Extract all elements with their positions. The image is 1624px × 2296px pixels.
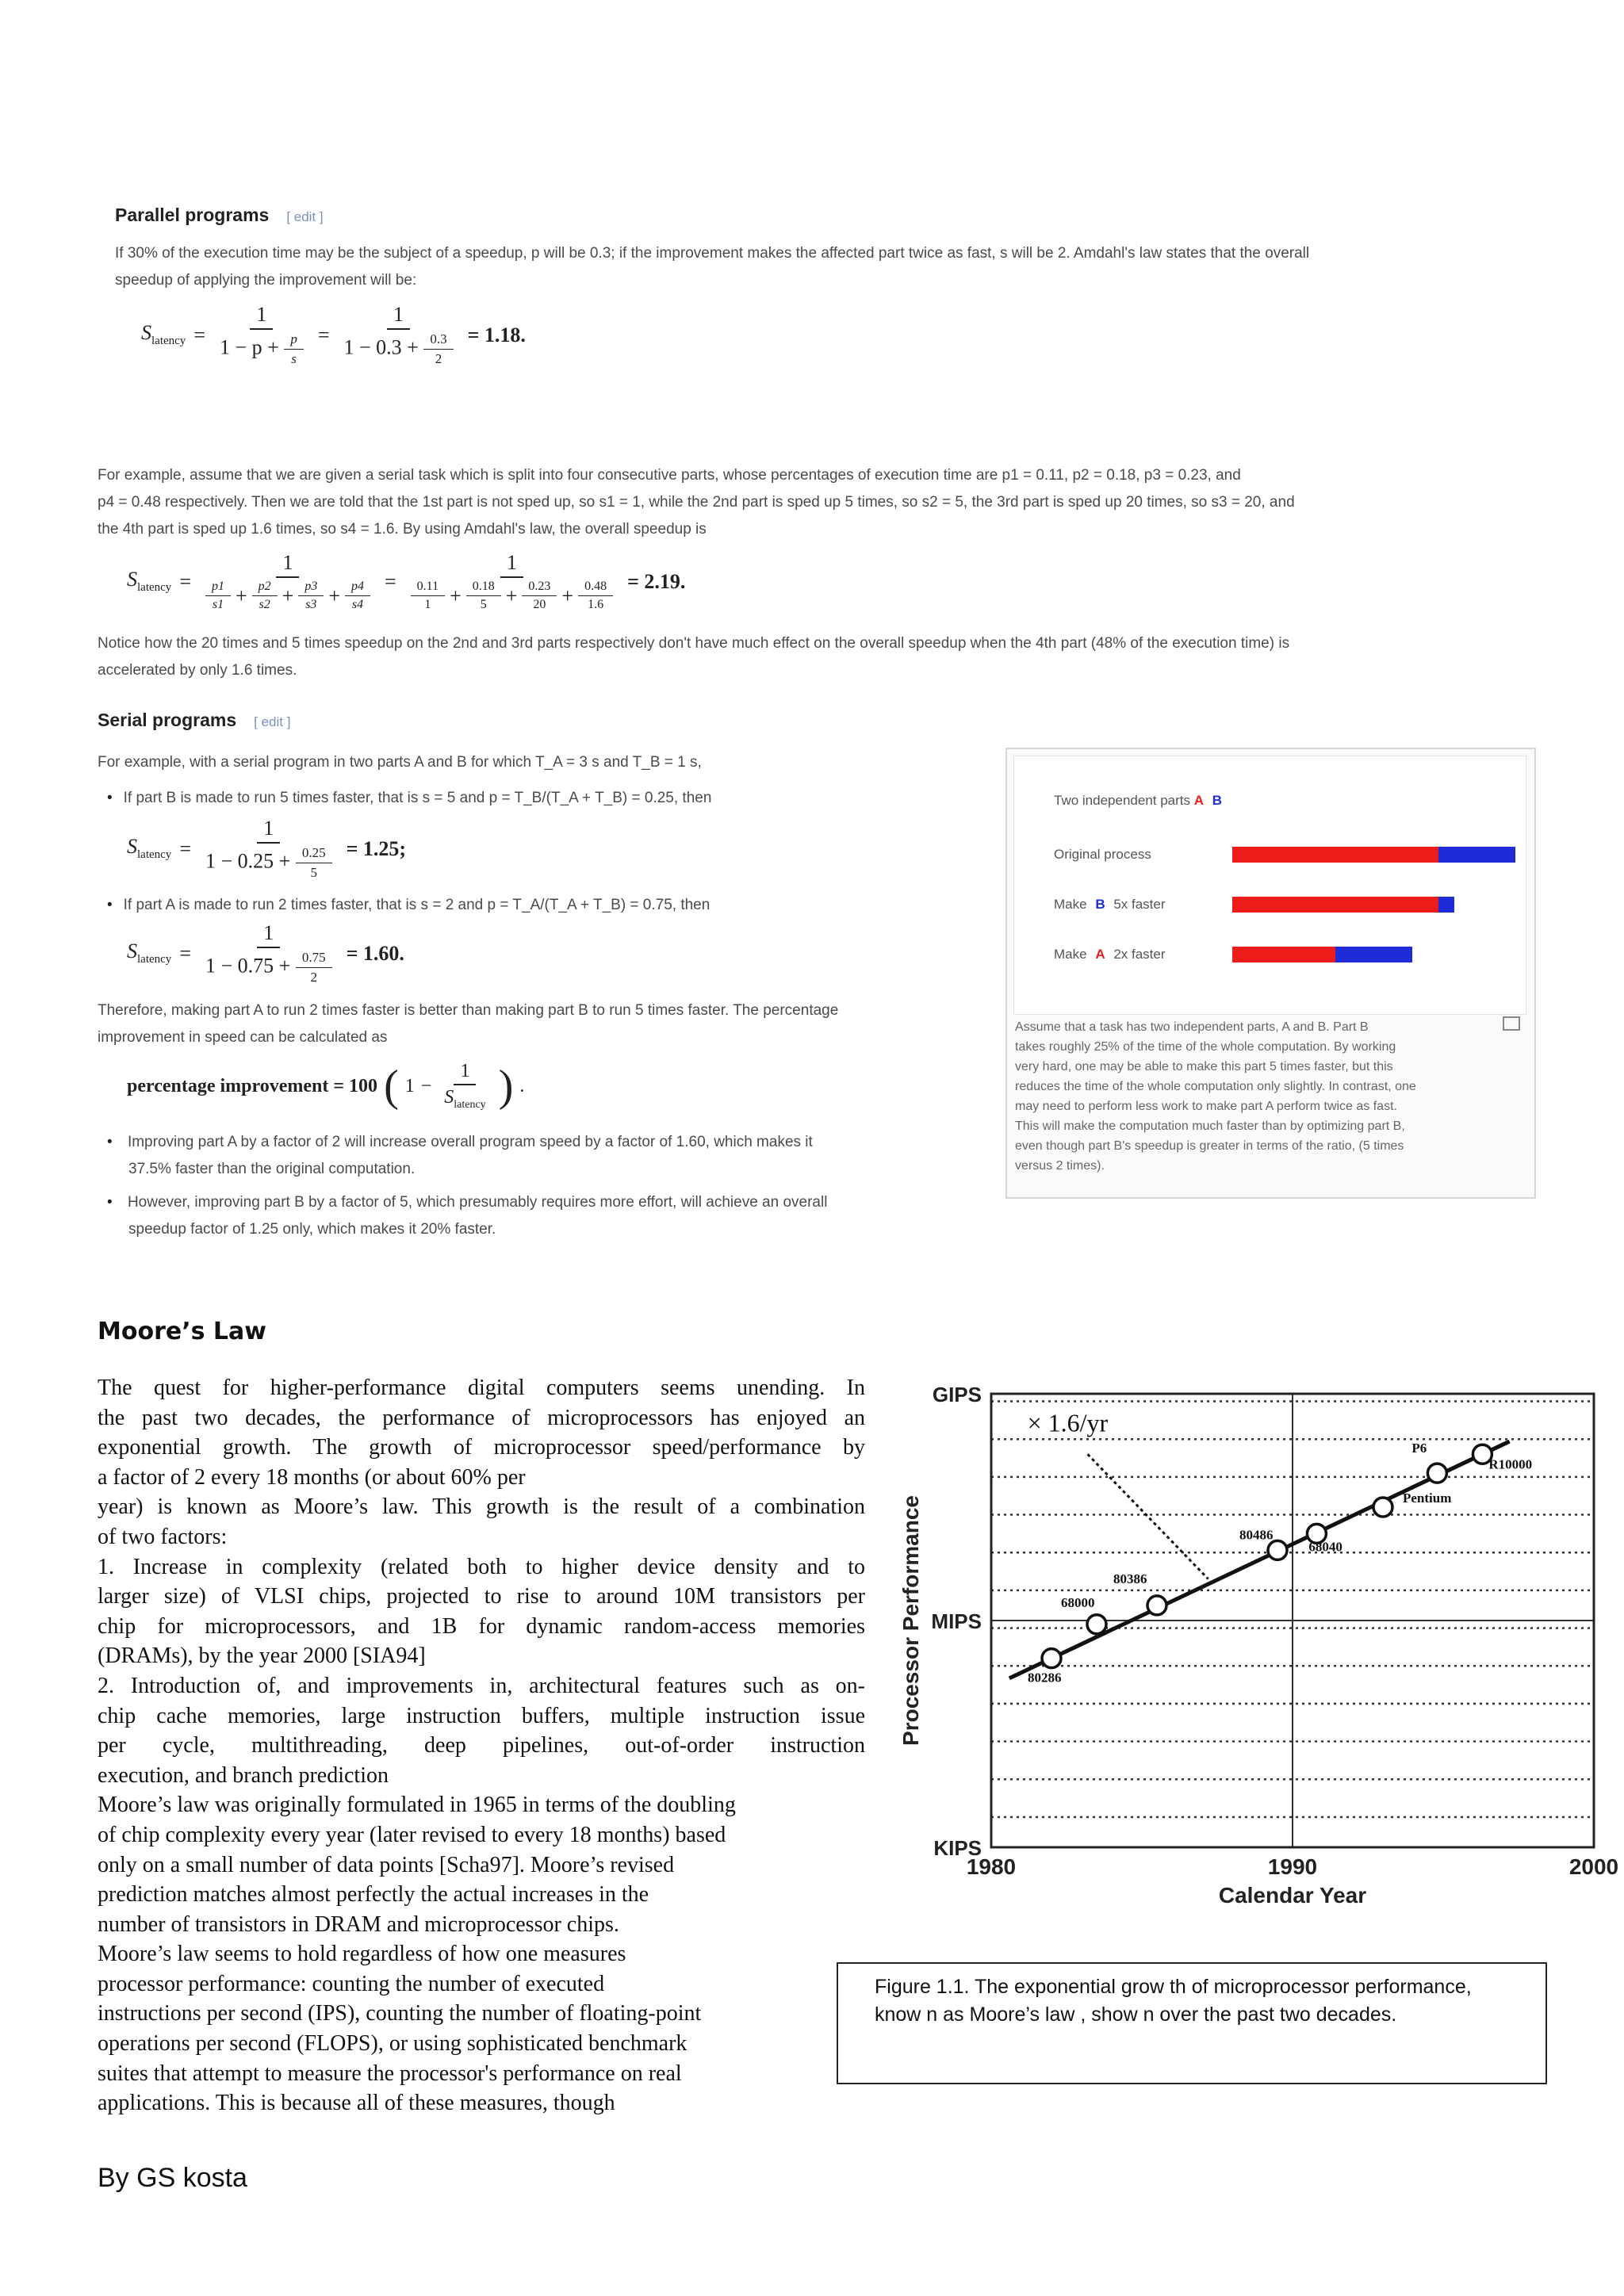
eq-inner-frac	[296, 845, 332, 881]
y-tick-label: KIPS	[933, 1836, 982, 1860]
eq-03: 0.3	[423, 331, 453, 350]
moore-chart	[888, 1372, 1619, 1942]
eq-fraction	[199, 551, 377, 612]
text-line: However, improving part B by a factor of 5, which presumably requires more effort, will achieve an overall	[127, 1194, 828, 1211]
caption-line: reduces the time of the whole computation only slightly. In contrast, one	[1015, 1080, 1416, 1093]
eq-inner-frac	[423, 331, 453, 367]
eq-fraction	[438, 1061, 492, 1112]
moore-line: Moore’s law seems to hold regardless of how one measures	[98, 1942, 626, 1967]
eq-s: S	[127, 939, 137, 963]
caption-line: may need to perform less work to make part A perform twice as fast.	[1015, 1100, 1397, 1113]
moore-line: larger size) of VLSI chips, projected to rise to around 10M transistors per	[98, 1584, 865, 1609]
serial-bullet-1: • If part B is made to run 5 times faster, that is s = 5 and p = T_B/(T_A + T_B) = 0.25, then	[98, 785, 711, 812]
data-point	[1042, 1649, 1061, 1668]
serial-intro: For example, with a serial program in two parts A and B for which T_A = 3 s and T_B = 1 s,	[98, 754, 702, 771]
y-tick-label: GIPS	[932, 1383, 982, 1406]
eq-inner-frac	[284, 331, 304, 367]
eq-den	[337, 330, 459, 367]
figure-caption	[875, 1973, 1472, 2029]
eq-paren: (	[384, 1062, 399, 1111]
serial-bullet-2: • If part A is made to run 2 times faster, that is s = 2 and p = T_A/(T_A + T_B) = 0.75, then	[98, 892, 710, 919]
eq-term	[205, 580, 231, 612]
bar-original-b	[1438, 847, 1515, 863]
eq-fraction	[199, 817, 339, 881]
moore-line: exponential growth. The growth of microprocessor speed/performance by	[98, 1435, 865, 1460]
moore-line: 2. Introduction of, and improvements in, architectural features such as on-	[98, 1673, 865, 1698]
eq-den	[438, 1085, 492, 1112]
eq-v1: 0.11	[411, 580, 445, 596]
eq-den-sum	[404, 578, 619, 612]
eq-num: 1	[257, 817, 280, 844]
eq-s-sub: latency	[454, 1098, 486, 1111]
x-tick-label: 2000	[1568, 1854, 1619, 1879]
infobox-caption	[1015, 1017, 1507, 1176]
bar-make-b-a	[1232, 897, 1438, 913]
moore-line: operations per second (FLOPS), or using sophisticated benchmark	[98, 2031, 688, 2057]
eq-d2: 5	[480, 598, 487, 611]
caption-line: very hard, one may be able to make this part 5 times faster, but this	[1015, 1060, 1393, 1073]
eq-equals: =	[179, 569, 191, 593]
eq-s-sub: latency	[137, 848, 172, 862]
eq-v4: 0.48	[578, 580, 613, 596]
equation-latency-1	[141, 303, 526, 367]
amdahl-infobox	[1005, 748, 1536, 1199]
bar-original-a	[1232, 847, 1438, 863]
text-line: the 4th part is sped up 1.6 times, so s4 = 1.6. By using Amdahl's law, the overall speedup is	[98, 521, 707, 538]
parallel-edit-link[interactable]: [ edit ]	[286, 209, 324, 224]
eq-p1: p1	[205, 580, 231, 596]
caption-line: versus 2 times).	[1015, 1159, 1105, 1173]
eq-num: 1	[250, 303, 273, 330]
moore-line: Moore’s law was originally formulated in 1965 in terms of the doubling	[98, 1793, 736, 1818]
text-line: If 30% of the execution time may be the subject of a speedup, p will be 0.3; if the improvement makes the affected part twice as fast, s will be 2. Amdahl's law states that the overall	[115, 245, 1310, 262]
caption-line: know n as Moore’s law , show n over the past two decades.	[875, 2003, 1397, 2026]
legend-b: B	[1212, 793, 1223, 808]
serial-bullet-3	[98, 1129, 813, 1156]
serial-heading-text: Serial programs	[98, 710, 237, 730]
moore-body	[98, 1373, 865, 2118]
bar-make-a-b	[1335, 947, 1412, 962]
moore-line: of two factors:	[98, 1524, 228, 1549]
eq-result: = 2.19.	[627, 569, 686, 593]
y-tick-label: MIPS	[931, 1609, 982, 1633]
label-suffix: 5x faster	[1113, 897, 1166, 912]
parallel-para2	[98, 462, 1565, 543]
serial-edit-link[interactable]: [ edit ]	[254, 714, 291, 729]
equation-latency-4	[127, 921, 404, 985]
eq-equals: =	[179, 836, 191, 860]
trend-label: × 1.6/yr	[1027, 1408, 1109, 1437]
text-line: Improving part A by a factor of 2 will increase overall program speed by a factor of 1.60, which makes it	[127, 1134, 813, 1150]
text-line: For example, assume that we are given a serial task which is split into four consecutive parts, whose percentages of execution time are p1 = 0.11, p2 = 0.18, p3 = 0.23, and	[98, 467, 1241, 484]
eq-term	[411, 580, 445, 612]
infobox-title	[1054, 793, 1222, 809]
label-prefix: Make	[1054, 947, 1087, 962]
legend-a: A	[1193, 793, 1205, 808]
eq-lhs	[141, 321, 186, 348]
eq-result: = 1.60.	[346, 941, 404, 965]
eq-p: p	[284, 331, 304, 350]
eq-fraction	[213, 303, 310, 367]
label-prefix: Make	[1054, 897, 1087, 912]
moore-line: only on a small number of data points [Scha97]. Moore’s revised	[98, 1852, 675, 1877]
serial-bullet-4	[98, 1189, 827, 1216]
equation-percentage	[127, 1061, 524, 1112]
eq-s1: s1	[212, 598, 224, 611]
x-axis-label: Calendar Year	[1218, 1883, 1367, 1908]
eq-fraction	[199, 921, 339, 985]
bar-make-a-a	[1232, 947, 1335, 962]
eq-n: 0.25	[296, 845, 332, 863]
point-label: P6	[1411, 1441, 1427, 1456]
eq-s: S	[127, 568, 137, 591]
moore-line: year) is known as Moore’s law. This growth is the result of a combination	[98, 1494, 865, 1520]
moore-heading: Moore’s Law	[98, 1318, 266, 1345]
eq-p4: p4	[345, 580, 370, 596]
eq-num: 1	[454, 1061, 476, 1085]
eq-lhs	[127, 835, 171, 862]
caption-line: takes roughly 25% of the time of the whole computation. By working	[1015, 1040, 1396, 1054]
footer-author: By GS kosta	[98, 2163, 247, 2193]
eq-lhs	[127, 939, 171, 966]
eq-num: 1	[276, 551, 299, 578]
data-point	[1087, 1615, 1106, 1634]
eq-plus: +	[450, 584, 462, 607]
data-point	[1373, 1498, 1392, 1517]
eq-plus: +	[328, 584, 340, 607]
eq-plus: +	[505, 584, 518, 607]
eq-inner-frac	[296, 950, 332, 985]
eq-p3: p3	[298, 580, 324, 596]
eq-d: 5	[310, 865, 317, 880]
figure-caption-box	[837, 1962, 1547, 2084]
eq-minus: −	[420, 1075, 432, 1096]
eq-term	[578, 580, 613, 612]
moore-line: chip cache memories, large instruction buffers, multiple instruction issue	[98, 1703, 865, 1728]
serial-bullet-4-cont: speedup factor of 1.25 only, which makes it 20% faster.	[128, 1221, 496, 1238]
data-point	[1427, 1464, 1446, 1483]
y-axis-label: Processor Performance	[898, 1495, 923, 1746]
eq-result: = 1.18.	[467, 323, 526, 346]
moore-line: the past two decades, the performance of microprocessors has enjoyed an	[98, 1405, 865, 1430]
x-tick-label: 1990	[1267, 1854, 1318, 1879]
eq-den-a: 1 − 0.25 +	[205, 849, 296, 873]
eq-den-a: 1 − p +	[219, 335, 285, 359]
caption-line: Figure 1.1. The exponential grow th of microprocessor performance,	[875, 1976, 1472, 1998]
eq-d4: 1.6	[588, 598, 604, 611]
eq-s-sub: latency	[137, 953, 172, 966]
point-label: 80486	[1239, 1527, 1274, 1543]
bar-make-b-b	[1438, 897, 1454, 913]
text-line: speedup of applying the improvement will be:	[115, 272, 417, 289]
point-label: Pentium	[1403, 1490, 1452, 1506]
moore-line: prediction matches almost perfectly the actual increases in the	[98, 1882, 649, 1908]
eq-v2: 0.18	[466, 580, 501, 596]
parallel-heading-text: Parallel programs	[115, 205, 270, 225]
eq-d3: 20	[533, 598, 546, 611]
parallel-heading	[115, 205, 324, 226]
eq-lhs	[127, 568, 171, 595]
eq-equals: =	[317, 323, 330, 346]
label-letter-b: B	[1095, 897, 1105, 912]
eq-d1: 1	[424, 598, 431, 611]
eq-plus: +	[235, 584, 247, 607]
point-label: R10000	[1488, 1456, 1533, 1472]
eq-s: S	[444, 1087, 454, 1108]
moore-line: applications. This is because all of these measures, though	[98, 2091, 615, 2116]
eq-s-sub: latency	[151, 335, 186, 348]
text-line: Therefore, making part A to run 2 times faster is better than making part B to run 5 times faster. The percentage	[98, 1002, 839, 1019]
point-label: 80386	[1113, 1571, 1147, 1586]
row-original-label: Original process	[1054, 847, 1151, 862]
eq-den	[199, 948, 339, 985]
moore-line: chip for microprocessors, and 1B for dynamic random-access memories	[98, 1613, 865, 1639]
eq-term	[522, 580, 557, 612]
eq-equals: =	[385, 569, 396, 593]
eq-equals: =	[193, 323, 205, 346]
data-point	[1268, 1540, 1287, 1559]
eq-result: = 1.25;	[346, 836, 407, 860]
caption-line: Assume that a task has two independent parts, A and B. Part B	[1015, 1020, 1369, 1034]
infobox-diagram	[1013, 756, 1526, 1015]
eq-paren: )	[498, 1062, 514, 1111]
moore-line: a factor of 2 every 18 months (or about 60% per	[98, 1464, 526, 1490]
infobox-title-text: Two independent parts	[1054, 793, 1191, 808]
text-line: accelerated by only 1.6 times.	[98, 662, 297, 679]
eq-term	[298, 580, 324, 612]
row-make-a-label	[1054, 947, 1166, 962]
eq-num: 1	[257, 921, 280, 948]
eq-den-b: 1 − 0.3 +	[343, 335, 424, 359]
eq-s2: s2	[259, 598, 270, 611]
eq-den	[213, 330, 310, 367]
moore-line: execution, and branch prediction	[98, 1762, 389, 1788]
equation-latency-2	[127, 551, 685, 612]
moore-line: per cycle, multithreading, deep pipelines, out-of-order instruction	[98, 1733, 865, 1758]
eq-s4: s4	[351, 598, 364, 611]
label-suffix: 2x faster	[1113, 947, 1166, 962]
moore-line: instructions per second (IPS), counting the number of floating-point	[98, 2001, 702, 2026]
eq-equals: =	[179, 941, 191, 965]
eq-term	[345, 580, 370, 612]
eq-s-den: s	[291, 351, 297, 366]
eq-period: .	[519, 1075, 525, 1096]
point-label: 68000	[1061, 1594, 1095, 1610]
eq-fraction	[404, 551, 619, 612]
eq-one: 1	[404, 1075, 415, 1096]
eq-p2: p2	[252, 580, 278, 596]
eq-den-sum	[199, 578, 377, 612]
eq-d: 2	[310, 970, 317, 985]
text-line: p4 = 0.48 respectively. Then we are told that the 1st part is not sped up, so s1 = 1, while the 2nd part is sped up 5 times, so s2 = 5, the 3rd part is sped up 20 times, so s3 = 20, and	[98, 494, 1295, 511]
eq-n: 0.75	[296, 950, 332, 968]
eq-plus: +	[561, 584, 574, 607]
serial-bullet-3-cont: 37.5% faster than the original computation.	[128, 1161, 416, 1177]
eq-s-sub: latency	[137, 581, 172, 595]
eq-term	[466, 580, 501, 612]
parallel-para1	[115, 240, 1558, 294]
eq-v3: 0.23	[522, 580, 557, 596]
serial-therefore	[98, 997, 838, 1051]
label-letter-a: A	[1095, 947, 1105, 962]
moore-line: 1. Increase in complexity (related both to higher device density and to	[98, 1554, 865, 1579]
moore-line: processor performance: counting the number of executed	[98, 1971, 605, 1996]
data-point	[1147, 1596, 1166, 1615]
text-line: improvement in speed can be calculated as	[98, 1029, 388, 1046]
caption-line: This will make the computation much faster than by optimizing part B,	[1015, 1119, 1405, 1133]
eq-num: 1	[500, 551, 523, 578]
caption-line: even though part B's speedup is greater in terms of the ratio, (5 times	[1015, 1139, 1404, 1153]
x-tick-label: 1980	[966, 1854, 1017, 1879]
eq-pct-lhs: percentage improvement = 100	[127, 1075, 378, 1096]
point-label: 68040	[1308, 1539, 1342, 1555]
eq-den-a: 1 − 0.75 +	[205, 954, 296, 978]
point-label: 80286	[1028, 1670, 1062, 1686]
eq-term	[252, 580, 278, 612]
eq-num: 1	[387, 303, 410, 330]
eq-s3: s3	[305, 598, 317, 611]
moore-line: suites that attempt to measure the processor's performance on real	[98, 2061, 682, 2086]
eq-2: 2	[435, 351, 442, 366]
parallel-para3	[98, 630, 1565, 684]
moore-line: (DRAMs), by the year 2000 [SIA94]	[98, 1644, 426, 1669]
serial-heading	[98, 710, 290, 731]
text-line: Notice how the 20 times and 5 times speedup on the 2nd and 3rd parts respectively don't have much effect on the overall speedup when the 4th part (48% of the execution time) is	[98, 635, 1290, 652]
moore-line: of chip complexity every year (later revised to every 18 months) based	[98, 1822, 726, 1847]
equation-latency-3	[127, 817, 406, 881]
eq-plus: +	[282, 584, 294, 607]
moore-line: The quest for higher-performance digital computers seems unending. In	[98, 1376, 865, 1400]
row-make-b-label	[1054, 897, 1166, 913]
eq-s: S	[127, 835, 137, 859]
moore-line: number of transistors in DRAM and microprocessor chips.	[98, 1911, 619, 1937]
eq-s: S	[141, 321, 151, 345]
eq-den	[199, 844, 339, 881]
eq-fraction	[337, 303, 459, 367]
